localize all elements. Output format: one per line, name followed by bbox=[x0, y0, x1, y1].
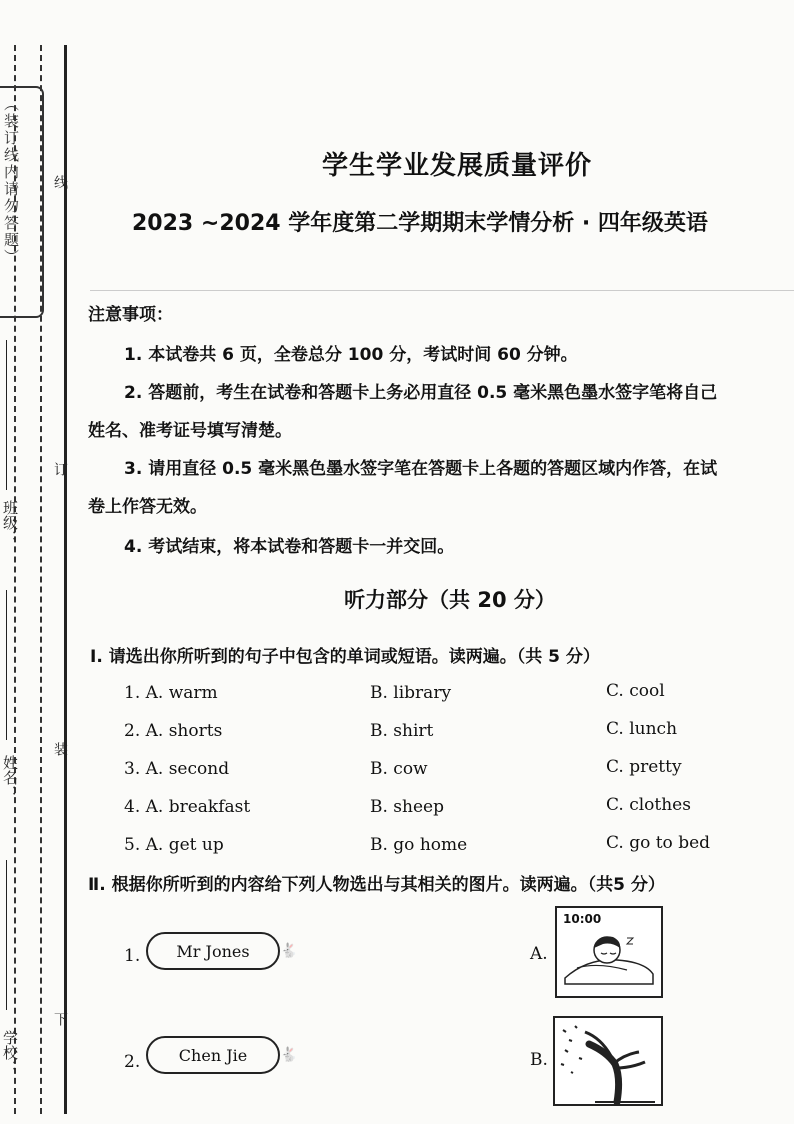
notice-item-1: 1. 本试卷共 6 页，全卷总分 100 分，考试时间 60 分钟。 bbox=[124, 345, 578, 365]
q2-option-c: C. lunch bbox=[606, 719, 678, 739]
person-1-bubble-group bbox=[146, 932, 297, 970]
q1-option-a: 1. A. warm bbox=[124, 683, 218, 703]
picture-a-label: A. bbox=[530, 944, 548, 964]
margin-border bbox=[64, 45, 67, 1114]
q2-option-b: B. shirt bbox=[370, 721, 434, 741]
listening-section-title: 听力部分（共 20 分） bbox=[344, 588, 556, 612]
school-field-label: 学校： bbox=[1, 1030, 19, 1075]
person-1-name-bubble bbox=[146, 932, 280, 970]
notice-heading: 注意事项： bbox=[88, 305, 173, 325]
q5-option-a: 5. A. get up bbox=[124, 835, 224, 855]
notice-item-2: 2. 答题前，考生在试卷和答题卡上务必用直径 0.5 毫米黑色墨水签字笔将自己 bbox=[124, 383, 718, 403]
q4-option-b: B. sheep bbox=[370, 797, 444, 817]
notice-item-4: 4. 考试结束，将本试卷和答题卡一并交回。 bbox=[124, 537, 455, 557]
class-field-line bbox=[6, 340, 7, 490]
q5-option-c: C. go to bed bbox=[606, 833, 711, 853]
person-1-name: Mr Jones bbox=[176, 941, 250, 961]
q3-option-b: B. cow bbox=[370, 759, 428, 779]
q4-option-a: 4. A. breakfast bbox=[124, 797, 251, 817]
page-subtitle: 2023 ~2024 学年度第二学期期末学情分析 · 四年级英语 bbox=[132, 211, 708, 236]
windy-tree-icon bbox=[555, 1018, 661, 1104]
picture-a-clock: 10:00 bbox=[563, 912, 602, 926]
person-2-name: Chen Jie bbox=[178, 1045, 248, 1065]
q4-option-c: C. clothes bbox=[606, 795, 691, 815]
margin-mark-xia: 下 bbox=[52, 1012, 68, 1026]
q3-option-c: C. pretty bbox=[606, 757, 682, 777]
margin-mark-ding: 订 bbox=[52, 462, 68, 476]
name-field-label: 姓名： bbox=[1, 755, 19, 800]
class-field-label: 班级： bbox=[1, 500, 19, 545]
page-title: 学生学业发展质量评价 bbox=[321, 151, 592, 181]
picture-b-label: B. bbox=[530, 1050, 548, 1070]
q1-option-b: B. library bbox=[370, 683, 452, 703]
school-field-line bbox=[6, 860, 7, 1010]
picture-b-windy-tree bbox=[553, 1016, 663, 1106]
person-2-number: 2. bbox=[124, 1052, 141, 1072]
q2-option-a: 2. A. shorts bbox=[124, 721, 223, 741]
notice-item-3-cont: 卷上作答无效。 bbox=[88, 497, 207, 517]
part2-heading: Ⅱ. 根据你所听到的内容给下列人物选出与其相关的图片。读两遍。（共5 分） bbox=[88, 875, 665, 895]
bunny-icon: 🐇 bbox=[280, 1047, 298, 1063]
q3-option-a: 3. A. second bbox=[124, 759, 230, 779]
margin-notice-text: （装订线内请勿答题） bbox=[2, 96, 20, 266]
q1-option-c: C. cool bbox=[606, 681, 665, 701]
person-2-name-bubble bbox=[146, 1036, 280, 1074]
picture-a-sleeping-boy bbox=[555, 906, 663, 998]
header-divider bbox=[90, 290, 794, 291]
part1-heading: Ⅰ. 请选出你所听到的句子中包含的单词或短语。读两遍。（共 5 分） bbox=[90, 647, 600, 667]
margin-mark-zhuang: 装 bbox=[52, 742, 68, 756]
notice-item-3: 3. 请用直径 0.5 毫米黑色墨水签字笔在答题卡上各题的答题区域内作答，在试 bbox=[124, 459, 718, 479]
margin-mark-xian: 线 bbox=[52, 175, 68, 189]
notice-item-2-cont: 姓名、准考证号填写清楚。 bbox=[88, 421, 292, 441]
person-2-bubble-group bbox=[146, 1036, 297, 1074]
q5-option-b: B. go home bbox=[370, 835, 468, 855]
person-1-number: 1. bbox=[124, 946, 141, 966]
bunny-icon: 🐇 bbox=[280, 943, 298, 959]
